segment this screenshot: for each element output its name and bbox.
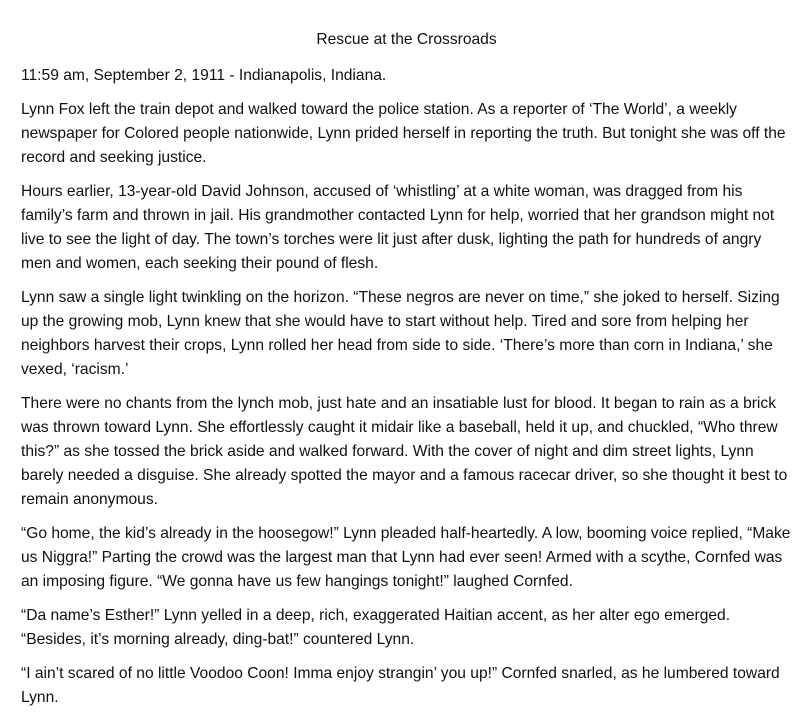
dateline: 11:59 am, September 2, 1911 - Indianapolis, Indiana. bbox=[21, 67, 387, 84]
paragraph: There were no chants from the lynch mob, just hate and an insatiable lust for blood. It began to rain as a brick was thrown toward Lynn. She effortlessly caught it midair like a baseball, held it up, and chuckled, “Who threw this?” as she tossed the brick aside and walked forward. With the cover of night and dim street lights, Lynn barely needed a disguise. She already spotted the mayor and a famous racecar driver, so she thought it best to remain anonymous. bbox=[21, 395, 788, 508]
document-title: Rescue at the Crossroads bbox=[316, 31, 497, 48]
paragraph: “I ain’t scared of no little Voodoo Coon! Imma enjoy strangin’ you up!” Cornfed snarled, as he lumbered toward Lynn. bbox=[21, 665, 780, 706]
paragraph: Hours earlier, 13-year-old David Johnson, accused of ‘whistling’ at a white woman, was dragged from his family’s farm and thrown in jail. His grandmother contacted Lynn for help, worried that her grandson might not live to see the light of day. The town’s torches were lit just after dusk, lighting the path for hundreds of angry men and women, each seeking their pound of flesh. bbox=[21, 183, 775, 272]
paragraph: “Da name’s Esther!” Lynn yelled in a deep, rich, exaggerated Haitian accent, as her alter ego emerged. “Besides, it’s morning already, ding-bat!” countered Lynn. bbox=[21, 607, 731, 648]
paragraph: Lynn Fox left the train depot and walked toward the police station. As a reporter of ‘The World’, a weekly newspaper for Colored people nationwide, Lynn prided herself in reporting the truth. But tonight she was off the record and seeking justice. bbox=[21, 101, 786, 166]
paragraph: Lynn saw a single light twinkling on the horizon. “These negros are never on time,” she joked to herself. Sizing up the growing mob, Lynn knew that she would have to start without help. Tired and sore from helping her neighbors harvest their crops, Lynn rolled her head from side to side. ‘There’s more than corn in Indiana,’ she vexed, ‘racism.’ bbox=[21, 289, 780, 378]
paragraph: “Go home, the kid’s already in the hoosegow!” Lynn pleaded half-heartedly. A low, booming voice replied, “Make us Niggra!” Parting the crowd was the largest man that Lynn had ever seen! Armed with a scythe, Cornfed was an imposing figure. “We gonna have us few hangings tonight!” laughed Cornfed. bbox=[21, 525, 791, 590]
